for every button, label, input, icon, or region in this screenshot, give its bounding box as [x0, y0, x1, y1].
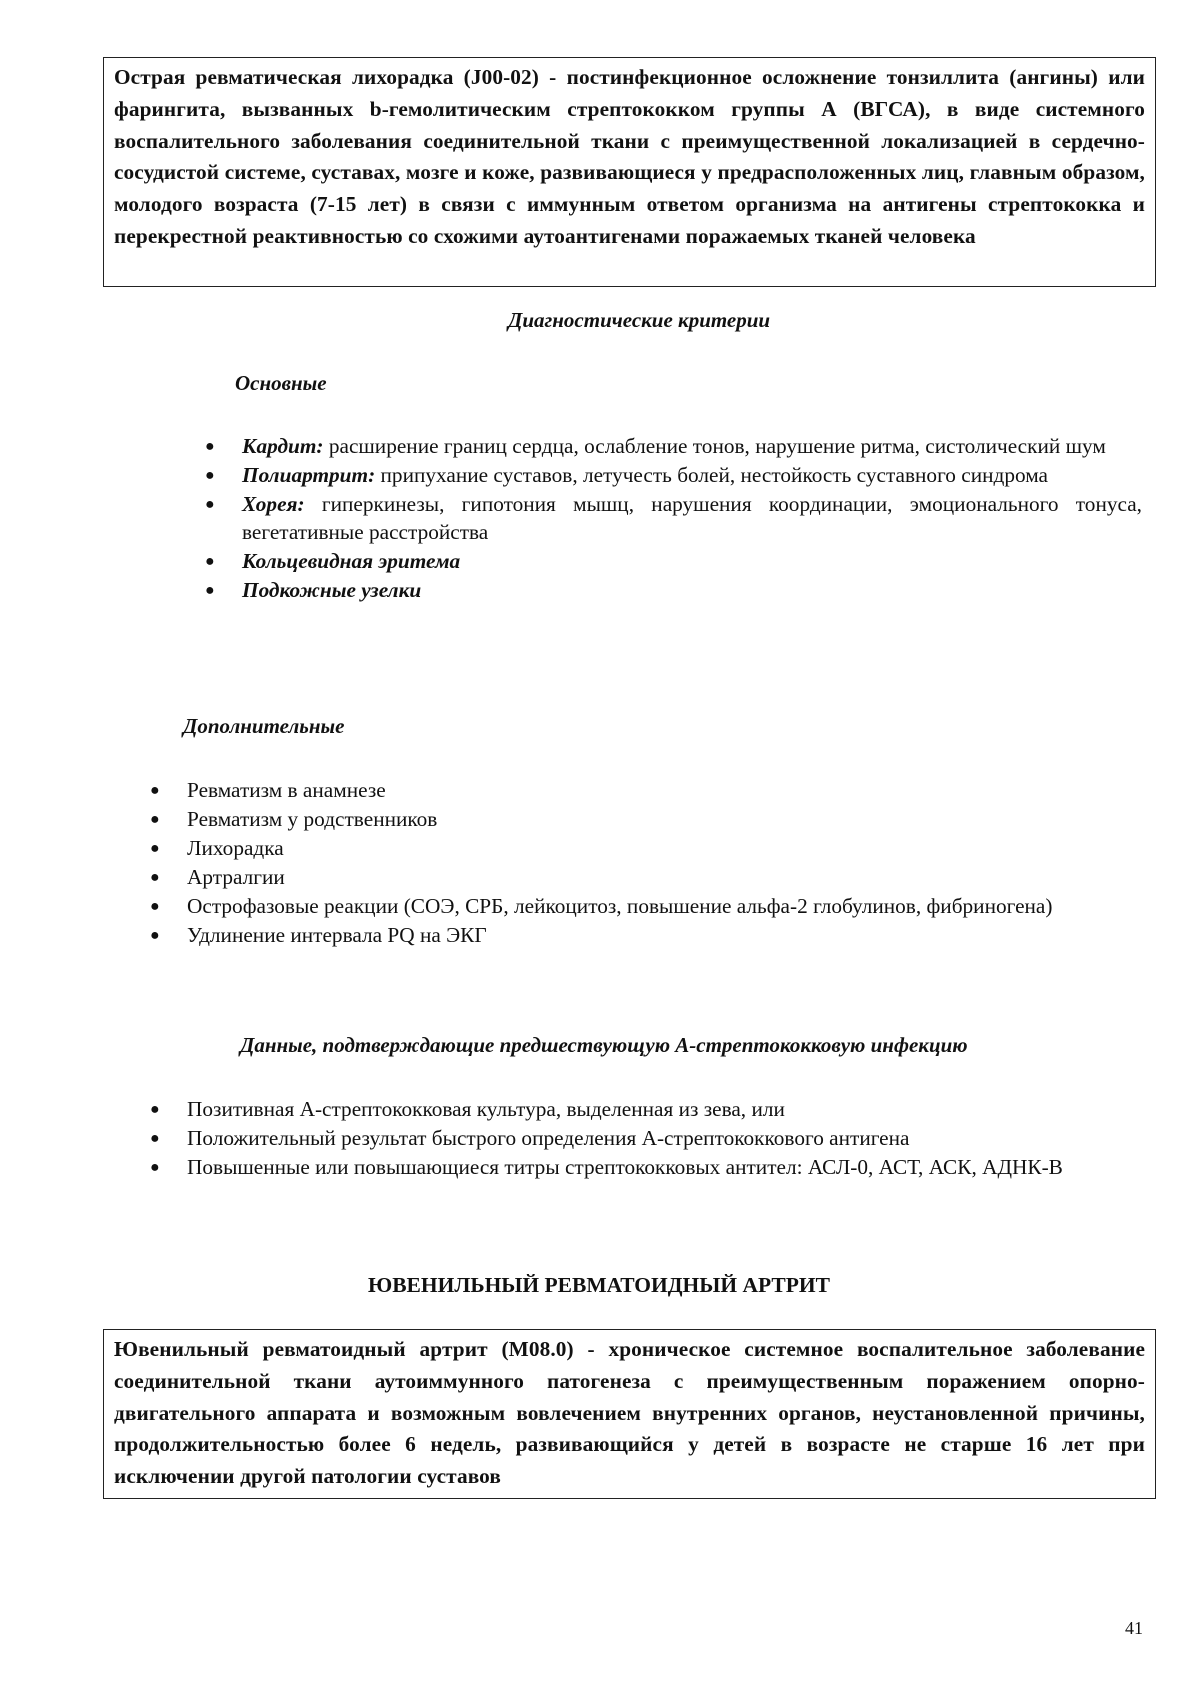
section-title: ЮВЕНИЛЬНЫЙ РЕВМАТОИДНЫЙ АРТРИТ [368, 1273, 830, 1297]
criterion-term: Кардит: [242, 434, 324, 458]
bullet-icon: ● [205, 496, 215, 513]
strep-evidence-list [150, 1096, 1142, 1183]
list-item [150, 835, 1142, 863]
criterion-term: Кольцевидная эритема [242, 548, 461, 573]
criteria-heading: Диагностические критерии [508, 308, 771, 332]
strep-evidence-heading: Данные, подтверждающие предшествующую А-стрептококковую инфекцию [240, 1033, 968, 1057]
bullet-icon: ● [150, 1159, 160, 1176]
list-item [150, 1096, 1142, 1124]
list-item-text: Позитивная А-стрептококковая культура, выделенная из зева, или [187, 1097, 785, 1121]
bullet-icon: ● [205, 552, 215, 570]
extra-criteria-list [150, 777, 1142, 951]
bullet-icon: ● [150, 869, 160, 886]
criterion-description: припухание суставов, летучесть болей, нестойкость суставного синдрома [375, 463, 1049, 487]
definition-text-rheumatic-fever: Острая ревматическая лихорадка (J00-02) - постинфекционное осложнение тонзиллита (ангины) или фарингита, вызванных b-гемолитическим стрептококком группы А (ВГСА), в виде системного воспалительного заболевания соединительной ткани с преимущественной локализацией в сердечно-сосудистой системе, суставах, мозге и коже, развивающиеся у предрасположенных лиц, главным образом, молодого возраста (7-15 лет) в связи с иммунным ответом организма на антигены стрептококка и перекрестной реактивностью со схожими аутоантигенами поражаемых тканей человека [114, 65, 1145, 248]
list-item [150, 893, 1142, 921]
criterion-term: Подкожные узелки [242, 577, 422, 602]
definition-box-juvenile-arthritis [103, 1329, 1156, 1499]
list-item-text: Ревматизм у родственников [187, 807, 438, 831]
criterion-term: Полиартрит: [242, 463, 376, 487]
list-item-text: Удлинение интервала PQ на ЭКГ [187, 923, 487, 947]
bullet-icon: ● [205, 581, 215, 599]
list-item-text: Повышенные или повышающиеся титры стрептококковых антител: АСЛ-0, АСТ, АСК, АДНК-В [187, 1155, 1063, 1179]
list-item-text: Положительный результат быстрого определения А-стрептококкового антигена [187, 1126, 910, 1150]
bullet-icon: ● [205, 467, 215, 484]
page-number: 41 [1125, 1618, 1143, 1638]
criterion-description: расширение границ сердца, ослабление тонов, нарушение ритма, систолический шум [323, 434, 1106, 458]
bullet-icon: ● [150, 927, 160, 944]
main-criteria-list [205, 433, 1142, 606]
list-item [150, 922, 1142, 950]
list-item [150, 1125, 1142, 1153]
definition-box-rheumatic-fever [103, 57, 1156, 287]
list-item-text: Острофазовые реакции (СОЭ, СРБ, лейкоцитоз, повышение альфа-2 глобулинов, фибриногена) [187, 894, 1053, 918]
list-item [205, 577, 1142, 605]
list-item-text: Ревматизм в анамнезе [187, 778, 386, 802]
bullet-icon: ● [150, 840, 160, 857]
list-item [150, 777, 1142, 805]
list-item-text: Лихорадка [187, 836, 284, 860]
bullet-icon: ● [150, 782, 160, 799]
list-item-text: Артралгии [187, 865, 285, 889]
definition-text-juvenile-arthritis: Ювенильный ревматоидный артрит (М08.0) - хроническое системное воспалительное заболевание соединительной ткани аутоиммунного патогенеза с преимущественным поражением опорно-двигательного аппарата и возможным вовлечением внутренних органов, неустановленной причины, продолжительностью более 6 недель, развивающийся у детей в возрасте не старше 16 лет при исключении другой патологии суставов [114, 1337, 1145, 1489]
bullet-icon: ● [150, 898, 160, 915]
list-item [150, 1154, 1142, 1182]
criterion-description: гиперкинезы, гипотония мышц, нарушения координации, эмоционального тонуса, вегетативные расстройства [242, 492, 1142, 544]
bullet-icon: ● [205, 438, 215, 455]
bullet-icon: ● [150, 1130, 160, 1147]
extra-criteria-heading: Дополнительные [183, 714, 345, 738]
list-item [150, 864, 1142, 892]
list-item [205, 433, 1142, 461]
bullet-icon: ● [150, 811, 160, 828]
bullet-icon: ● [150, 1101, 160, 1118]
criterion-term: Хорея: [242, 492, 305, 516]
main-criteria-heading: Основные [235, 371, 327, 395]
list-item [205, 491, 1142, 546]
list-item [150, 806, 1142, 834]
list-item [205, 548, 1142, 576]
list-item [205, 462, 1142, 490]
